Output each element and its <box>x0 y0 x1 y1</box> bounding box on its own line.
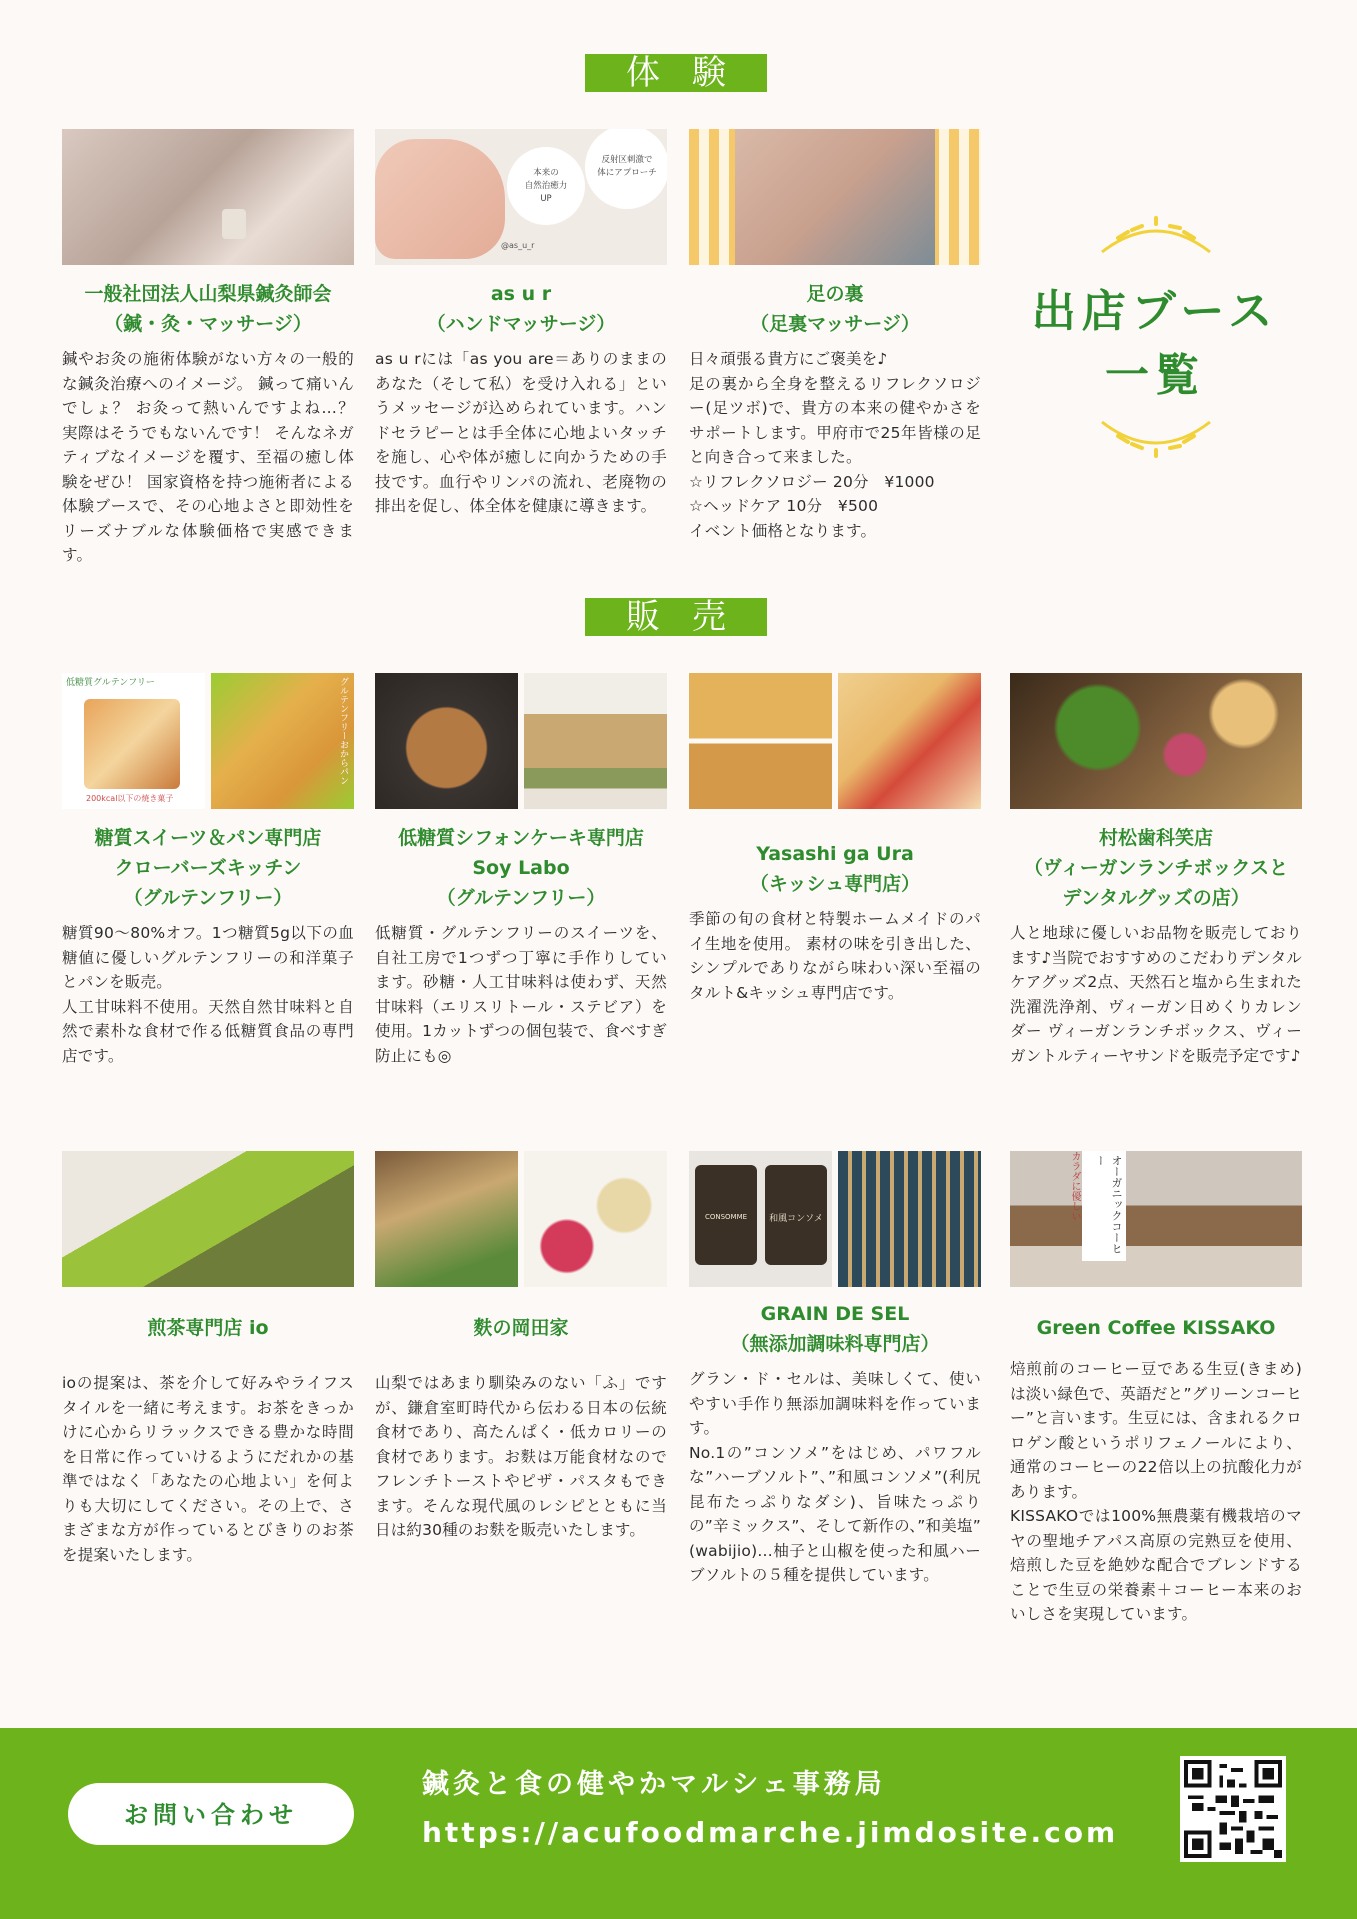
sales-card-soy-labo <box>375 673 667 1068</box>
card-description: 山梨ではあまり馴染みのない「ふ」ですが、鎌倉室町時代から伝わる日本の伝統食材であり、高たんぱく・低カロリーの食材であります。お麩は万能食材なのでフレンチトーストやピザ・パスタもできます。そんな現代風のレシピとともに当日は約30種のお麩を販売いたします。 <box>375 1374 667 1539</box>
card-name: 一般社団法人山梨県鍼灸師会 （鍼・灸・マッサージ） <box>84 283 332 335</box>
card-description: 焙煎前のコーヒー豆である生豆(きまめ)は淡い緑色で、英語だと”グリーンコーヒー”と言います。生豆には、含まれるクロロゲン酸というポリフェノールにより、通常のコーヒーの22倍以上の抗酸化力があります。 KISSAKOでは100%無農薬有機栽培のマヤの聖地チアパス高原の完熟豆を使用、焙煎した豆を絶妙な配合でブレンドすることで生豆の栄養素＋コーヒー本来のおいしさを実現しています。 <box>1010 1360 1302 1623</box>
card-description: 低糖質・グルテンフリーのスイーツを、自社工房で1つずつ丁寧に手作りしています。砂糖・人工甘味料は使わず、天然甘味料（エリスリトール・ステビア）を使用。1カットずつの個包装で、食べすぎ防止にも◎ <box>375 924 667 1065</box>
photo-caption: 本来の 自然治癒力 UP <box>507 147 585 225</box>
experience-card-foot-massage <box>689 129 981 543</box>
website-link[interactable]: https://acufoodmarche.jimdosite.com <box>422 1816 1119 1849</box>
seasoning-jars-photo <box>689 1151 981 1287</box>
card-description: 日々頑張る貴方にご褒美を♪ 足の裏から全身を整えるリフレクソロジー(足ツボ)で、貴方の本来の健やかさをサポートします。甲府市で25年皆様の足と向き合って来ました。 ☆リフレクソロジー 20分 ¥1000 ☆ヘッドケア 10分 ¥500 イベント価格となります。 <box>689 350 981 540</box>
hand-massage-photo <box>375 129 667 265</box>
jar-label: CONSOMME <box>704 1213 748 1221</box>
jar-label: 和風コンソメ <box>769 1214 823 1224</box>
section-label-experience: 体験 <box>585 54 767 92</box>
wheat-top-ornament <box>1098 216 1214 256</box>
card-name: 村松歯科笑店 （ヴィーガンランチボックスと デンタルグッズの店） <box>1023 827 1289 909</box>
photo-caption: 反射区刺激で 体にアプローチ <box>585 129 667 209</box>
card-description: 季節の旬の食材と特製ホームメイドのパイ生地を使用。 素材の味を引き出した、シンプルでありながら味わい深い至福のタルト&キッシュ専門店です。 <box>689 910 981 1002</box>
card-name: 低糖質シフォンケーキ専門店 Soy Labo （グルテンフリー） <box>398 827 644 909</box>
card-name: Yasashi ga Ura （キッシュ専門店） <box>749 843 921 895</box>
photo-caption: グルテンフリーおからパン <box>338 677 348 785</box>
moxibustion-photo <box>62 129 354 265</box>
photo-caption: 低糖質グルテンフリー <box>66 678 155 688</box>
sales-card-okadaya <box>375 1151 667 1543</box>
sales-card-sencha-io <box>62 1151 354 1567</box>
card-name: 麩の岡田家 <box>473 1317 569 1339</box>
sales-card-yasashi-ga-ura <box>689 673 981 1005</box>
contact-button[interactable]: お問い合わせ <box>68 1783 354 1845</box>
photo-handle: @as_u_r <box>501 241 535 250</box>
experience-card-hand-massage <box>375 129 667 519</box>
banner-text: カラダに優しい <box>1069 1151 1080 1221</box>
fu-products-photo <box>375 1151 667 1287</box>
card-name: 足の裏 （足裏マッサージ） <box>750 283 920 335</box>
section-label-sales: 販売 <box>585 598 767 636</box>
green-coffee-photo <box>1010 1151 1302 1287</box>
card-name: 煎茶専門店 io <box>147 1317 269 1339</box>
card-description: グラン・ド・セルは、美味しくて、使いやすい手作り無添加調味料を作っています。 No.1の”コンソメ”をはじめ、パワフルな”ハーブソルト”、”和風コンソメ”(利尻昆布たっぷりなダシ)、旨味たっぷりの”辛ミックス”、そして新作の、”和美塩” (wabijio)…柚子と山椒を使った和風ハーブソルトの５種を提供しています。 <box>689 1370 981 1584</box>
vegan-lunch-box-photo <box>1010 673 1302 809</box>
card-description: 糖質90～80%オフ。1つ糖質5g以下の血糖値に優しいグルテンフリーの和洋菓子とパンを販売。 人工甘味料不使用。天然自然甘味料と自然で素朴な食材で作る低糖質食品の専門店です。 <box>62 924 354 1065</box>
banner-text: オーガニックコーヒー <box>1082 1151 1126 1261</box>
sales-card-muramatsu <box>1010 673 1302 1068</box>
sales-card-kissako <box>1010 1151 1302 1627</box>
footer <box>0 1728 1357 1919</box>
card-name: 糖質スイーツ＆パン専門店 クローバーズキッチン （グルテンフリー） <box>94 827 322 909</box>
sales-card-clovers-kitchen <box>62 673 354 1068</box>
chiffon-cake-photo <box>375 673 667 809</box>
wheat-bottom-ornament <box>1098 418 1214 458</box>
card-description: ioの提案は、茶を介して好みやライフスタイルを一緒に考えます。お茶をきっかけに心からリラックスできる豊かな時間を日常に作っていけるようにだれかの基準ではなく「あなたの心地よい」を何よりも大切にしてください。その上で、さまざまな方が作っているとびきりのお茶を提案いたします。 <box>62 1374 354 1564</box>
card-name: as u r （ハンドマッサージ） <box>426 283 616 335</box>
office-name: 鍼灸と食の健やかマルシェ事務局 <box>422 1769 886 1800</box>
qr-code-icon[interactable] <box>1180 1756 1286 1862</box>
quiche-photo <box>689 673 981 809</box>
card-name: GRAIN DE SEL （無添加調味料専門店） <box>730 1303 940 1355</box>
sweets-photo <box>62 673 354 809</box>
photo-caption: 200kcal以下の焼き菓子 <box>86 794 174 803</box>
card-name: Green Coffee KISSAKO <box>1036 1317 1276 1339</box>
booth-list-title: 出店ブース 一覧 <box>1031 286 1279 401</box>
card-description: 人と地球に優しいお品物を販売しております♪当院でおすすめのこだわりデンタルケアグッズ2点、天然石と塩から生まれた洗濯洗浄剤、ヴィーガン日めくりカレンダー ヴィーガンランチボックス、ヴィーガントルティーヤサンドを販売予定です♪ <box>1010 924 1302 1065</box>
card-description: 鍼やお灸の施術体験がない方々の一般的な鍼灸治療へのイメージ。 鍼って痛いんでしょ？ お灸って熱いんですよね…？ 実際はそうでもないんです！ そんなネガティブなイメージを覆す、至福の癒し体験をぜひ！ 国家資格を持つ施術者による体験ブースで、その心地よさと即効性をリーズナブルな体験価格で実感できます。 <box>62 350 354 564</box>
foot-massage-photo <box>689 129 981 265</box>
green-tea-photo <box>62 1151 354 1287</box>
sales-card-grain-de-sel <box>689 1151 981 1588</box>
card-description: as u rには「as you are＝ありのままのあなた（そして私）を受け入れる」というメッセージが込められています。ハンドセラピーとは手全体に心地よいタッチを施し、心や体が癒しに向かうための手技です。血行やリンパの流れ、老廃物の排出を促し、体全体を健康に導きます。 <box>375 350 667 515</box>
experience-card-acupuncture <box>62 129 354 568</box>
